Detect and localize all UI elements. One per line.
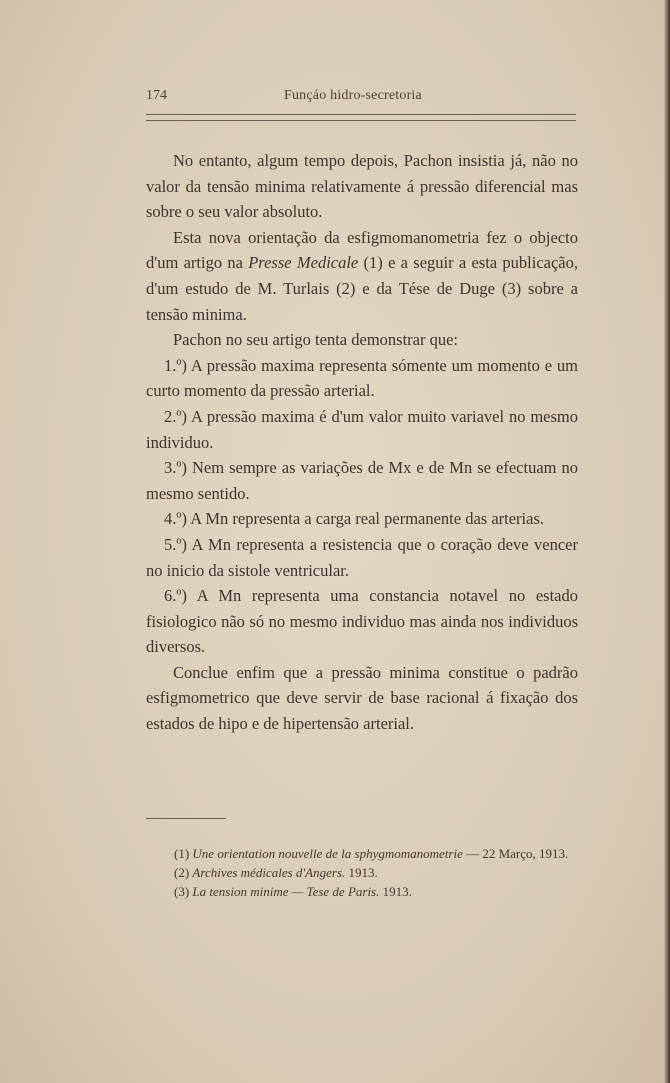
page-header — [146, 88, 576, 108]
page-number: 174 — [146, 88, 167, 103]
paragraph: Esta nova orientação da esfigmomanometria fez o objecto d'um artigo na Presse Medicale (1) e a seguir a esta publicação, d'um estudo de M. Turlais (2) e da Tése de Duge (3) sobre a tensão minima. — [146, 227, 578, 324]
page-edge-shadow — [664, 0, 670, 1083]
running-title: Funçáo hidro-secretoria — [284, 88, 422, 103]
journal-title: Presse Medicale — [248, 253, 359, 273]
footnote: (1) Une orientation nouvelle de la sphygmomanometrie — 22 Março, 1913. — [174, 846, 569, 861]
footnotes — [146, 844, 582, 901]
header-rule — [146, 114, 576, 121]
list-item: 2.º) A pressão maxima é d'um valor muito variavel no mesmo individuo. — [146, 406, 578, 452]
list-item: 3.º) Nem sempre as variações de Mx e de Mn se efectuam no mesmo sentido. — [146, 458, 578, 503]
footnote-rule — [146, 818, 226, 819]
body-text — [146, 148, 578, 737]
list-item: 6.º) A Mn representa uma constancia notavel no estado fisiologico não só no mesmo individuo mas ainda nos individuos diversos. — [146, 586, 578, 657]
footnote: (2) Archives médicales d'Angers. 1913. — [174, 865, 378, 880]
paragraph: Pachon no seu artigo tenta demonstrar que: — [173, 330, 459, 350]
list-item: 4.º) A Mn representa a carga real permanente das arterias. — [164, 509, 545, 529]
footnote: (3) La tension minime — Tese de Paris. 1913. — [174, 884, 412, 899]
paragraph: No entanto, algum tempo depois, Pachon insistia já, não no valor da tensão minima relativamente á pressão diferencial mas sobre o seu valor absoluto. — [146, 151, 578, 222]
paragraph: Conclue enfim que a pressão minima constitue o padrão esfigmometrico que deve servir de base racional á fixação dos estados de hipo e de hipertensão arterial. — [146, 662, 578, 734]
list-item: 5.º) A Mn representa a resistencia que o coração deve vencer no inicio da sistole ventricular. — [146, 534, 578, 580]
list-item: 1.º) A pressão maxima representa sómente um momento e um curto momento da pressão arterial. — [146, 355, 578, 401]
